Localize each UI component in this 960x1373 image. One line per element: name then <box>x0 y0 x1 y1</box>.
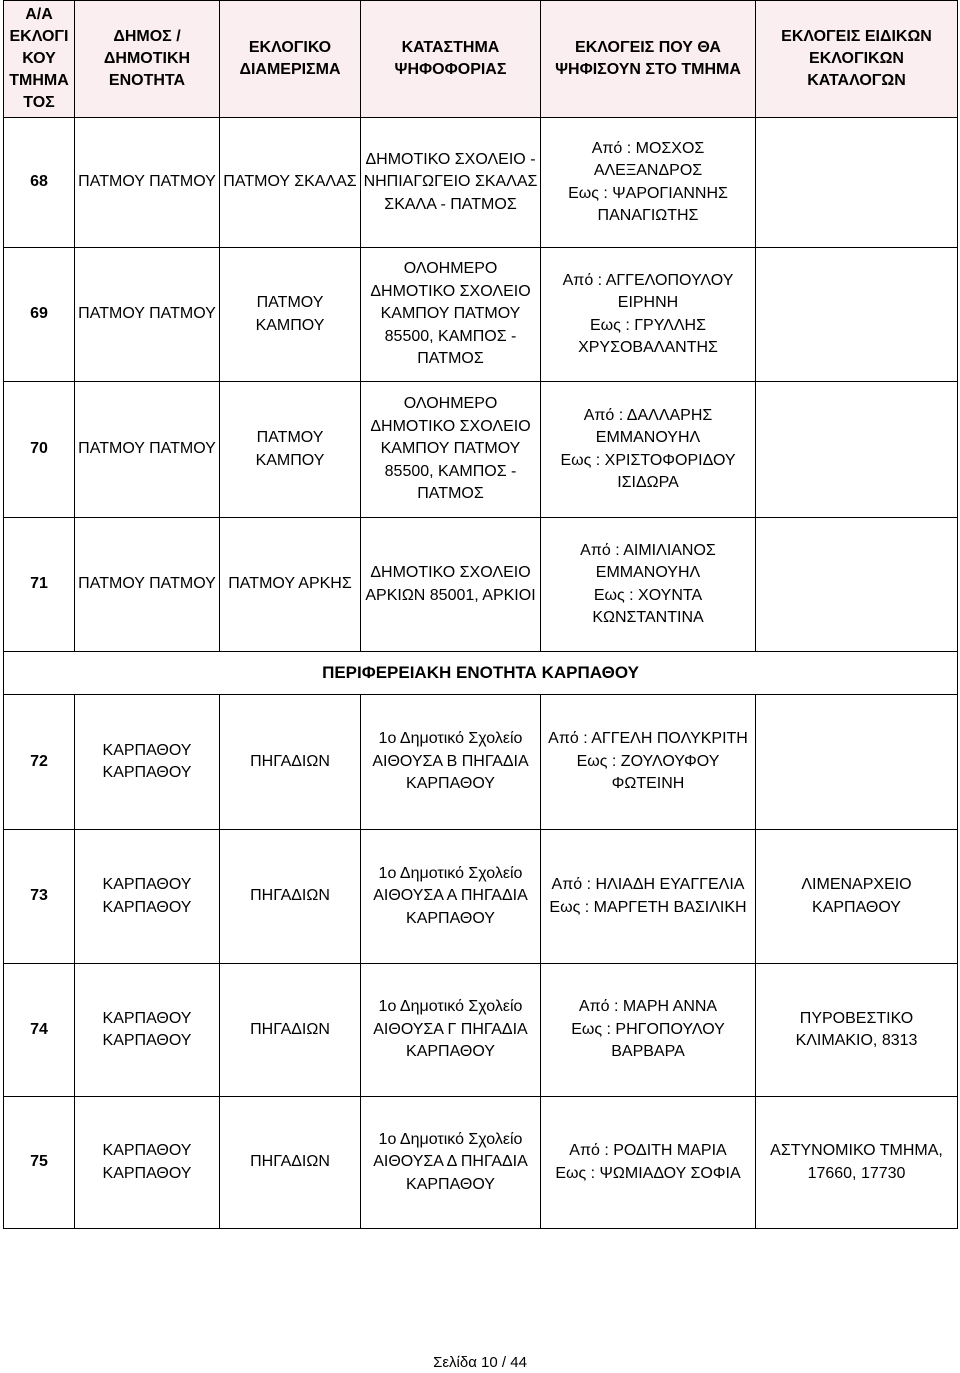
eos-text: Εως : ΨΑΡΟΓΙΑΝΝΗΣ ΠΑΝΑΓΙΩΤΗΣ <box>568 184 728 224</box>
eidikoi-cell <box>756 118 958 248</box>
table-row <box>4 964 958 1097</box>
header-katastima: ΚΑΤΑΣΤΗΜΑ ΨΗΦΟΦΟΡΙΑΣ <box>361 1 541 118</box>
ekloges-cell <box>541 830 756 964</box>
eidikoi-cell <box>756 518 958 652</box>
row-number: 74 <box>4 964 75 1097</box>
row-number: 75 <box>4 1097 75 1229</box>
eos-text: Εως : ΖΟΥΛΟΥΦΟΥ ΦΩΤΕΙΝΗ <box>576 752 720 793</box>
dimos-cell: ΠΑΤΜΟΥ ΠΑΤΜΟΥ <box>75 518 220 652</box>
eos-text: Εως : ΨΩΜΙΑΔΟΥ ΣΟΦΙΑ <box>555 1164 741 1182</box>
ekloges-cell <box>541 118 756 248</box>
diamerisma-cell: ΠΗΓΑΔΙΩΝ <box>220 964 361 1097</box>
diamerisma-cell: ΠΑΤΜΟΥ ΣΚΑΛΑΣ <box>220 118 361 248</box>
katastima-cell: 1ο Δημοτικό Σχολείο ΑΙΘΟΥΣΑ Δ ΠΗΓΑΔΙΑ ΚΑΡΠΑΘΟΥ <box>361 1097 541 1229</box>
apo-text: Από : ΑΓΓΕΛΗ ΠΟΛΥΚΡΙΤΗ <box>548 730 748 748</box>
table-header-row <box>4 1 958 118</box>
table-row <box>4 695 958 830</box>
diamerisma-cell: ΠΗΓΑΔΙΩΝ <box>220 830 361 964</box>
table-row <box>4 1097 958 1229</box>
apo-text: Από : ΑΙΜΙΛΙΑΝΟΣ ΕΜΜΑΝΟΥΗΛ <box>580 541 716 581</box>
apo-text: Από : ΗΛΙΑΔΗ ΕΥΑΓΓΕΛΙΑ <box>551 876 745 893</box>
eidikoi-cell <box>756 695 958 830</box>
eos-text: Εως : ΓΡΥΛΛΗΣ ΧΡΥΣΟΒΑΛΑΝΤΗΣ <box>578 316 718 356</box>
katastima-cell: 1ο Δημοτικό Σχολείο ΑΙΘΟΥΣΑ Γ ΠΗΓΑΔΙΑ ΚΑΡΠΑΘΟΥ <box>361 964 541 1097</box>
row-number: 72 <box>4 695 75 830</box>
table-row <box>4 382 958 518</box>
dimos-cell: ΠΑΤΜΟΥ ΠΑΤΜΟΥ <box>75 382 220 518</box>
ekloges-cell <box>541 518 756 652</box>
header-diamerisma: ΕΚΛΟΓΙΚΟ ΔΙΑΜΕΡΙΣΜΑ <box>220 1 361 118</box>
eidikoi-cell: ΛΙΜΕΝΑΡΧΕΙΟ ΚΑΡΠΑΘΟΥ <box>756 830 958 964</box>
eidikoi-cell: ΑΣΤΥΝΟΜΙΚΟ ΤΜΗΜΑ, 17660, 17730 <box>756 1097 958 1229</box>
dimos-cell: ΚΑΡΠΑΘΟΥ ΚΑΡΠΑΘΟΥ <box>75 695 220 830</box>
eidikoi-cell <box>756 248 958 382</box>
eos-text: Εως : ΧΡΙΣΤΟΦΟΡΙΔΟΥ ΙΣΙΔΩΡΑ <box>560 451 736 491</box>
apo-text: Από : ΔΑΛΛΑΡΗΣ ΕΜΜΑΝΟΥΗΛ <box>583 406 713 446</box>
row-number: 71 <box>4 518 75 652</box>
apo-text: Από : ΡΟΔΙΤΗ ΜΑΡΙΑ <box>569 1142 727 1159</box>
region-title: ΠΕΡΙΦΕΡΕΙΑΚΗ ΕΝΟΤΗΤΑ ΚΑΡΠΑΘΟΥ <box>4 652 958 695</box>
katastima-cell: ΔΗΜΟΤΙΚΟ ΣΧΟΛΕΙΟ - ΝΗΠΙΑΓΩΓΕΙΟ ΣΚΑΛΑΣ ΣΚΑΛΑ - ΠΑΤΜΟΣ <box>361 118 541 248</box>
katastima-cell: 1ο Δημοτικό Σχολείο ΑΙΘΟΥΣΑ Β ΠΗΓΑΔΙΑ ΚΑΡΠΑΘΟΥ <box>361 695 541 830</box>
apo-text: Από : ΑΓΓΕΛΟΠΟΥΛΟΥ ΕΙΡΗΝΗ <box>562 271 734 311</box>
row-number: 70 <box>4 382 75 518</box>
dimos-cell: ΚΑΡΠΑΘΟΥ ΚΑΡΠΑΘΟΥ <box>75 1097 220 1229</box>
table-row <box>4 830 958 964</box>
eos-text: Εως : ΜΑΡΓΕΤΗ ΒΑΣΙΛΙΚΗ <box>549 898 747 916</box>
katastima-cell: 1ο Δημοτικό Σχολείο ΑΙΘΟΥΣΑ Α ΠΗΓΑΔΙΑ ΚΑΡΠΑΘΟΥ <box>361 830 541 964</box>
diamerisma-cell: ΠΗΓΑΔΙΩΝ <box>220 1097 361 1229</box>
katastima-cell: ΟΛΟΗΜΕΡΟ ΔΗΜΟΤΙΚΟ ΣΧΟΛΕΙΟ ΚΑΜΠΟΥ ΠΑΤΜΟΥ 85500, ΚΑΜΠΟΣ - ΠΑΤΜΟΣ <box>361 382 541 518</box>
table-row <box>4 248 958 382</box>
dimos-cell: ΠΑΤΜΟΥ ΠΑΤΜΟΥ <box>75 248 220 382</box>
table-row <box>4 118 958 248</box>
ekloges-cell <box>541 695 756 830</box>
polling-stations-table <box>3 0 958 1229</box>
row-number: 68 <box>4 118 75 248</box>
apo-text: Από : ΜΑΡΗ ΑΝΝΑ <box>578 998 718 1016</box>
diamerisma-cell: ΠΑΤΜΟΥ ΚΑΜΠΟΥ <box>220 248 361 382</box>
row-number: 69 <box>4 248 75 382</box>
ekloges-cell <box>541 248 756 382</box>
diamerisma-cell: ΠΗΓΑΔΙΩΝ <box>220 695 361 830</box>
katastima-cell: ΟΛΟΗΜΕΡΟ ΔΗΜΟΤΙΚΟ ΣΧΟΛΕΙΟ ΚΑΜΠΟΥ ΠΑΤΜΟΥ 85500, ΚΑΜΠΟΣ - ΠΑΤΜΟΣ <box>361 248 541 382</box>
ekloges-cell <box>541 964 756 1097</box>
table-row <box>4 518 958 652</box>
region-row <box>4 652 958 695</box>
header-dimos: ΔΗΜΟΣ / ΔΗΜΟΤΙΚΗ ΕΝΟΤΗΤΑ <box>75 1 220 118</box>
header-eidikoi: ΕΚΛΟΓΕΙΣ ΕΙΔΙΚΩΝ ΕΚΛΟΓΙΚΩΝ ΚΑΤΑΛΟΓΩΝ <box>756 1 958 118</box>
apo-text: Από : ΜΟΣΧΟΣ ΑΛΕΞΑΝΔΡΟΣ <box>591 139 705 179</box>
katastima-cell: ΔΗΜΟΤΙΚΟ ΣΧΟΛΕΙΟ ΑΡΚΙΩΝ 85001, ΑΡΚΙΟΙ <box>361 518 541 652</box>
diamerisma-cell: ΠΑΤΜΟΥ ΚΑΜΠΟΥ <box>220 382 361 518</box>
row-number: 73 <box>4 830 75 964</box>
page-number: Σελίδα 10 / 44 <box>433 1354 527 1371</box>
eidikoi-cell <box>756 382 958 518</box>
eos-text: Εως : ΧΟΥΝΤΑ ΚΩΝΣΤΑΝΤΙΝΑ <box>592 586 704 626</box>
ekloges-cell <box>541 382 756 518</box>
header-aa: Α/Α ΕΚΛΟΓΙ ΚΟΥ ΤΜΗΜΑ ΤΟΣ <box>4 1 75 118</box>
ekloges-cell <box>541 1097 756 1229</box>
dimos-cell: ΚΑΡΠΑΘΟΥ ΚΑΡΠΑΘΟΥ <box>75 830 220 964</box>
diamerisma-cell: ΠΑΤΜΟΥ ΑΡΚΗΣ <box>220 518 361 652</box>
eidikoi-cell: ΠΥΡΟΒΕΣΤΙΚΟ ΚΛΙΜΑΚΙΟ, 8313 <box>756 964 958 1097</box>
eos-text: Εως : ΡΗΓΟΠΟΥΛΟΥ ΒΑΡΒΑΡΑ <box>571 1020 725 1061</box>
header-ekloges: ΕΚΛΟΓΕΙΣ ΠΟΥ ΘΑ ΨΗΦΙΣΟΥΝ ΣΤΟ ΤΜΗΜΑ <box>541 1 756 118</box>
dimos-cell: ΚΑΡΠΑΘΟΥ ΚΑΡΠΑΘΟΥ <box>75 964 220 1097</box>
dimos-cell: ΠΑΤΜΟΥ ΠΑΤΜΟΥ <box>75 118 220 248</box>
